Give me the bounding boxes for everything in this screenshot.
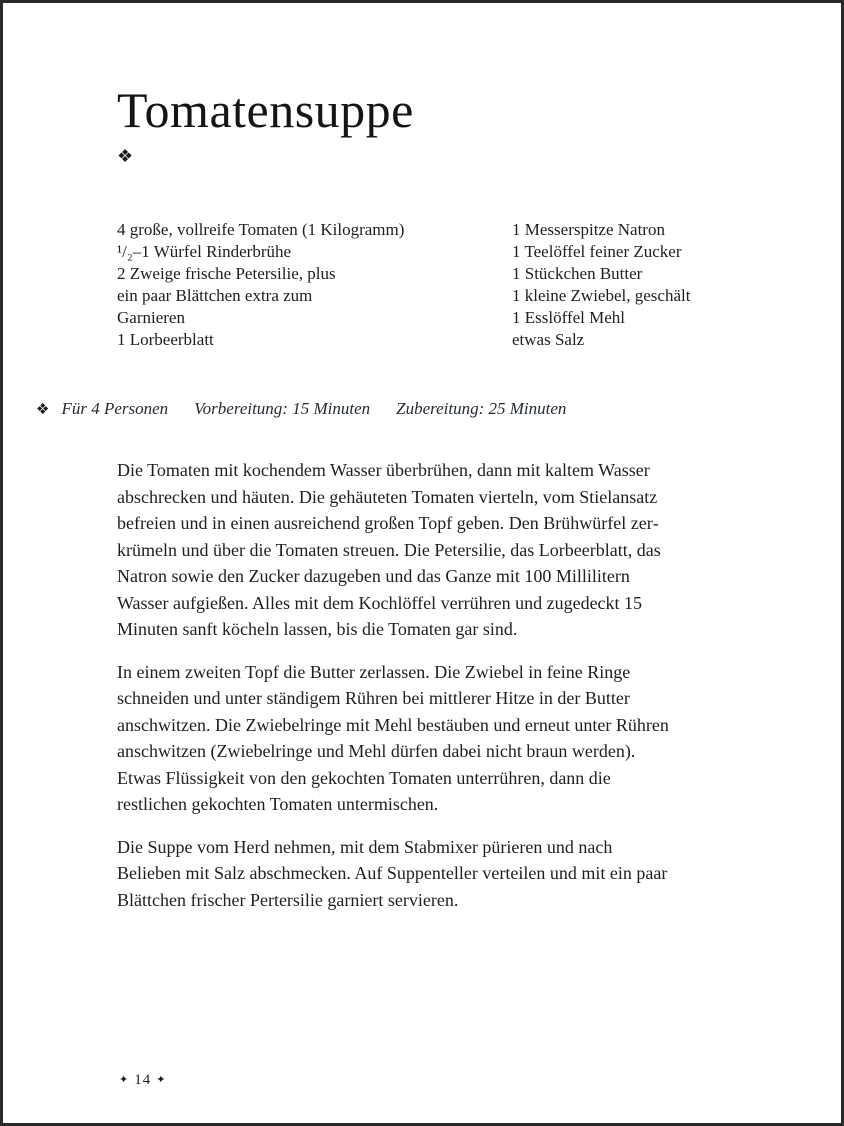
ingredient-item: 1 kleine Zwiebel, geschält	[512, 286, 691, 305]
instructions	[117, 457, 669, 913]
servings-label: Für 4 Personen	[61, 399, 169, 418]
ingredient-column-right	[512, 219, 841, 351]
page-marker-icon: ✦	[119, 1074, 130, 1086]
cooking-time-label: Zubereitung: 25 Minuten	[396, 399, 567, 418]
page-number: 14	[134, 1072, 152, 1088]
ingredient-list	[117, 219, 841, 351]
meta-ornament-icon: ❖	[36, 402, 50, 418]
instruction-paragraph: In einem zweiten Topf die Butter zerlassen. Die Zwiebel in feine Ringe schneiden und unter ständigem Rühren bei mittlerer Hitze in der Butter anschwitzen. Die Zwiebelringe mit Mehl bestäuben und erneut unter Rühren anschwitzen (Zwiebelringe und Mehl dürfen dabei nicht braun werden). Etwas Flüssigkeit von den gekochten Tomaten unterrühren, dann die restlichen gekochten Tomaten untermischen.	[117, 661, 669, 814]
title-ornament-icon: ❖	[117, 146, 134, 166]
recipe-title: Tomatensuppe	[117, 82, 414, 138]
preparation-time-label: Vorbereitung: 15 Minuten	[194, 399, 371, 418]
ingredient-item: 4 große, vollreife Tomaten (1 Kilogramm)	[117, 220, 405, 239]
ingredient-item: 1 Lorbeerblatt	[117, 330, 214, 349]
ingredient-item: etwas Salz	[512, 330, 585, 349]
ingredient-item: Garnieren	[117, 308, 185, 327]
instruction-paragraph: Die Suppe vom Herd nehmen, mit dem Stabmixer pürieren und nach Belieben mit Salz abschmecken. Auf Suppenteller verteilen und mit ein paar Blättchen frischer Pertersilie garniert servieren.	[117, 836, 668, 910]
instruction-paragraph: Die Tomaten mit kochendem Wasser überbrühen, dann mit kaltem Wasser abschrecken und häuten. Die gehäuteten Tomaten vierteln, vom Stielansatz befreien und in einen ausreichend großen Topf geben. Den Brühwürfel zerkrümeln und über die Tomaten streuen. Die Petersilie, das Lorbeerblatt, das Natron sowie den Zucker dazugeben und das Ganze mit 100 Millilitern Wasser aufgießen. Alles mit dem Kochlöffel verrühren und zugedeckt 15 Minuten sanft köcheln lassen, bis die Tomaten gar sind.	[117, 460, 661, 639]
ingredient-item: 1 Teelöffel feiner Zucker	[512, 242, 682, 261]
ingredient-item: ¹/₂–1 Würfel Rinderbrühe	[117, 242, 292, 261]
recipe-meta-line	[36, 399, 566, 419]
ingredient-item: 1 Messerspitze Natron	[512, 220, 665, 239]
ingredient-item: 2 Zweige frische Petersilie, plus	[117, 264, 336, 283]
ingredient-item: 1 Esslöffel Mehl	[512, 308, 626, 327]
ingredient-column-left	[117, 219, 512, 351]
page-marker-icon: ✦	[156, 1074, 167, 1086]
ingredient-item: 1 Stückchen Butter	[512, 264, 643, 283]
page-footer	[119, 1072, 171, 1089]
page-content	[3, 3, 841, 913]
ingredient-item: ein paar Blättchen extra zum	[117, 286, 313, 305]
